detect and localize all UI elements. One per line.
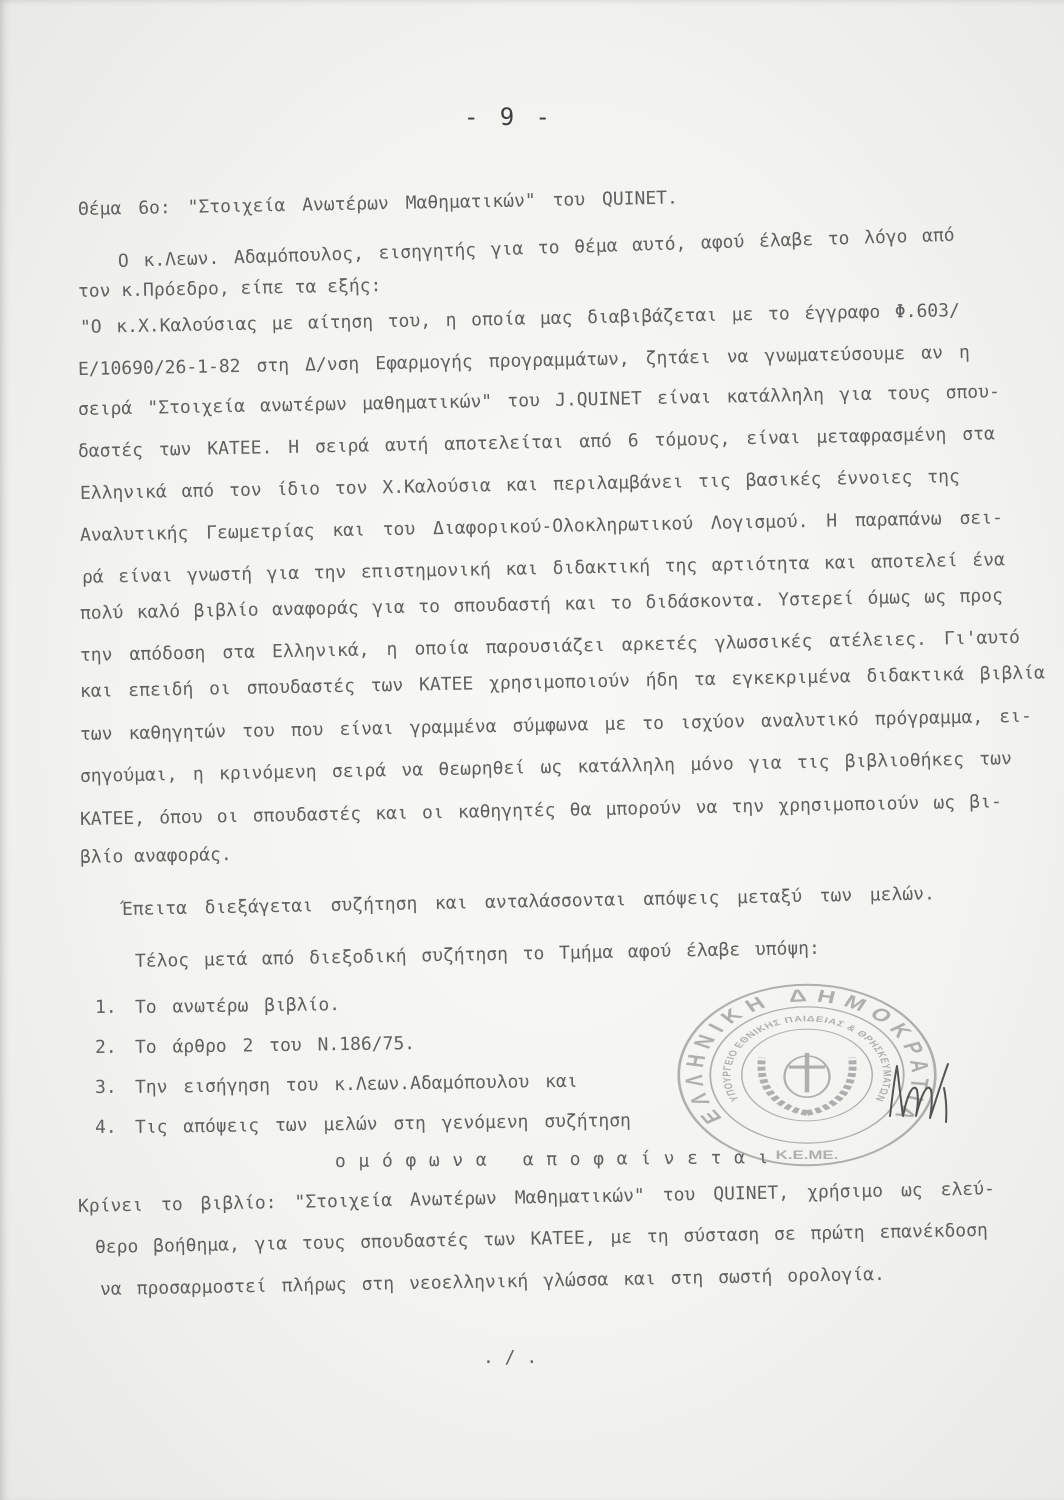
list-item-number: 2. [94,1036,117,1058]
report-line: "Ο κ.Χ.Καλούσιας με αίτηση του, η οποία μας διαβιβάζεται με το έγγραφο Φ.603/ [79,300,961,338]
list-item-text: Τις απόψεις των μελών στη γενόμενη συζήτηση [134,1110,632,1138]
discussion-paragraph: Έπειτα διεξάγεται συζήτηση και ανταλάσσονται απόψεις μεταξύ των μελών. [121,883,936,920]
stamp-outer-text-path: ΕΛΛΗΝΙΚΗ ΔΗΜΟΚΡΑΤΙΑ [680,985,934,1127]
stamp-emblem-icon [761,1053,852,1113]
report-line: σηγούμαι, η κρινόμενη σειρά να θεωρηθεί ως κατάλληλη μόνο για τις βιβλιοθήκες των [79,748,1013,787]
page-number: - 9 - [464,103,550,131]
report-line: των καθηγητών του που είναι γραμμένα σύμφωνα με το ισχύον αναλυτικό πρόγραμμα, ει- [79,705,1033,745]
report-line: δαστές των ΚΑΤΕΕ. Η σειρά αυτή αποτελείται από 6 τόμους, είναι μεταφρασμένη στα [77,423,996,462]
list-item-text: Το ανωτέρω βιβλίο. [134,994,341,1018]
list-item-text: Το άρθρο 2 του Ν.186/75. [134,1033,416,1058]
considerations-intro: Τέλος μετά από διεξοδική συζήτηση το Τμήμα αφού έλαβε υπόψη: [134,937,821,972]
decision-line: να προσαρμοστεί πλήρως στη νεοελληνική γλώσσα και στη σωστή ορολογία. [99,1263,886,1300]
list-item-number: 4. [94,1116,117,1138]
report-line: Ελληνικά από τον ίδιο τον Χ.Καλούσια και περιλαμβάνει τις βασικές έννοιες της [79,466,961,504]
report-line: την απόδοση στα Ελληνικά, η οποία παρουσιάζει αρκετές γλωσσικές ατέλειες. Γι'αυτό [79,626,1021,666]
introduction-line: Ο κ.Λεων. Αδαμόπουλος, εισηγητής για το θέμα αυτό, αφού έλαβε το λόγο από [117,224,955,272]
list-item-number: 3. [94,1076,117,1098]
introduction-line: τον κ.Πρόεδρο, είπε τα εξής: [77,275,382,302]
report-line: Αναλυτικής Γεωμετρίας και του Διαφορικού-Ολοκληρωτικού Λογισμού. Η παραπάνω σει- [79,507,1004,546]
decision-line: θερο βοήθημα, για τους σπουδαστές των ΚΑΤΕΕ, με τη σύσταση σε πρώτη επανέκδοση [94,1219,989,1258]
list-item-number: 1. [94,996,117,1018]
continuation-mark: . / . [483,1347,538,1368]
decision-heading: ο μ ό φ ω ν α α π ο φ α ί ν ε τ α ι [334,1147,770,1172]
report-line: Ε/10690/26-1-82 στη Δ/νση Εφαρμογής προγραμμάτων, ζητάει να γνωματεύσουμε αν η [77,341,971,380]
report-line: πολύ καλό βιβλίο αναφοράς για το σπουδαστή και το διδάσκοντα. Υστερεί όμως ως προς [79,585,1004,624]
signature-icon [884,1058,956,1130]
report-line: ΚΑΤΕΕ, όπου οι σπουδαστές και οι καθηγητές θα μπορούν να την χρησιμοποιούν ως βι- [79,791,1003,830]
topic-heading: Θέμα 6ο: "Στοιχεία Ανωτέρων Μαθηματικών" του QUINET. [77,187,679,220]
decision-line: Κρίνει το βιβλίο: "Στοιχεία Ανωτέρων Μαθηματικών" του QUINET, χρήσιμο ως ελεύ- [77,1178,996,1217]
report-line: βλίο αναφοράς. [79,844,232,868]
report-line: και επειδή οι σπουδαστές των ΚΑΤΕΕ χρησιμοποιούν ήδη τα εγκεκριμένα διδακτικά βιβλία [79,662,1046,702]
stamp-inner-text-path: ΥΠΟΥΡΓΕΙΟ ΕΘΝΙΚΗΣ ΠΑΙΔΕΙΑΣ & ΘΡΗΣΚΕΥΜΑΤΩΝ [721,1014,893,1103]
list-item-text: Την εισήγηση του κ.Λεων.Αδαμόπουλου και [134,1070,578,1098]
report-line: σειρά "Στοιχεία ανωτέρων μαθηματικών" του J.QUINET είναι κατάλληλη για τους σπου- [77,381,1001,420]
report-line: ρά είναι γνωστή για την επιστημονική και διδακτική της αρτιότητα και αποτελεί ένα [81,549,1006,588]
stamp-bottom-text: Κ.Ε.ΜΕ. [775,1149,839,1163]
